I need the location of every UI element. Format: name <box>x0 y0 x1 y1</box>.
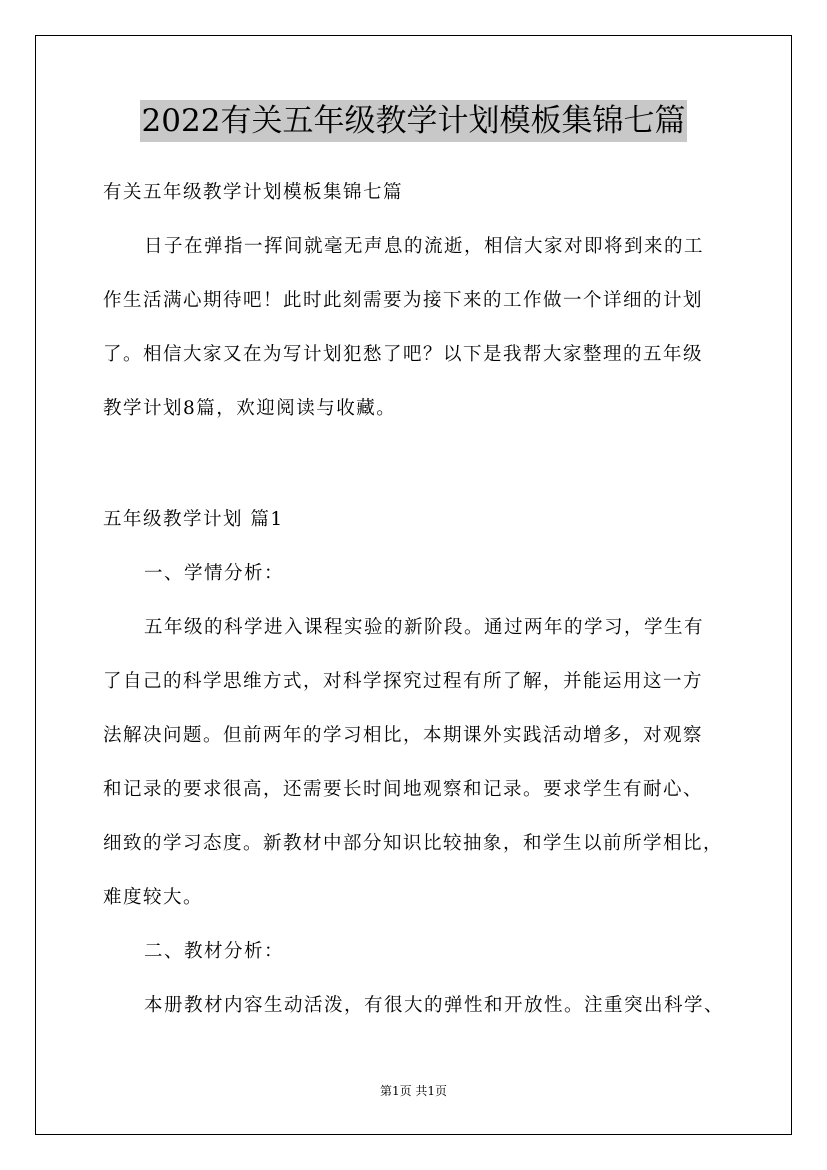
analysis-line: 五年级的科学进入课程实验的新阶段。通过两年的学习，学生有 <box>144 617 705 638</box>
material-line: 本册教材内容生动活泼，有很大的弹性和开放性。注重突出科学、 <box>144 995 725 1016</box>
intro-line: 了。相信大家又在为写计划犯愁了吧？以下是我帮大家整理的五年级 <box>103 344 704 365</box>
title-container <box>0 100 827 142</box>
intro-line: 教学计划8篇，欢迎阅读与收藏。 <box>103 398 397 419</box>
intro-line: 日子在弹指一挥间就毫无声息的流逝，相信大家对即将到来的工 <box>144 236 705 257</box>
document-subtitle: 有关五年级教学计划模板集锦七篇 <box>103 182 404 203</box>
subheading-analysis: 一、学情分析： <box>144 563 285 584</box>
analysis-line: 和记录的要求很高，还需要长时间地观察和记录。要求学生有耐心、 <box>103 779 704 800</box>
intro-line: 作生活满心期待吧！此时此刻需要为接下来的工作做一个详细的计划 <box>103 290 704 311</box>
analysis-line: 了自己的科学思维方式，对科学探究过程有所了解，并能运用这一方 <box>103 671 704 692</box>
subheading-material: 二、教材分析： <box>144 941 285 962</box>
section-heading: 五年级教学计划 篇1 <box>103 509 284 530</box>
document-title: 2022有关五年级教学计划模板集锦七篇 <box>140 100 688 142</box>
analysis-line: 细致的学习态度。新教材中部分知识比较抽象，和学生以前所学相比， <box>103 833 724 854</box>
analysis-line: 难度较大。 <box>103 887 204 908</box>
analysis-line: 法解决问题。但前两年的学习相比，本期课外实践活动增多，对观察 <box>103 725 704 746</box>
page-footer: 第1页 共1页 <box>379 1084 448 1098</box>
